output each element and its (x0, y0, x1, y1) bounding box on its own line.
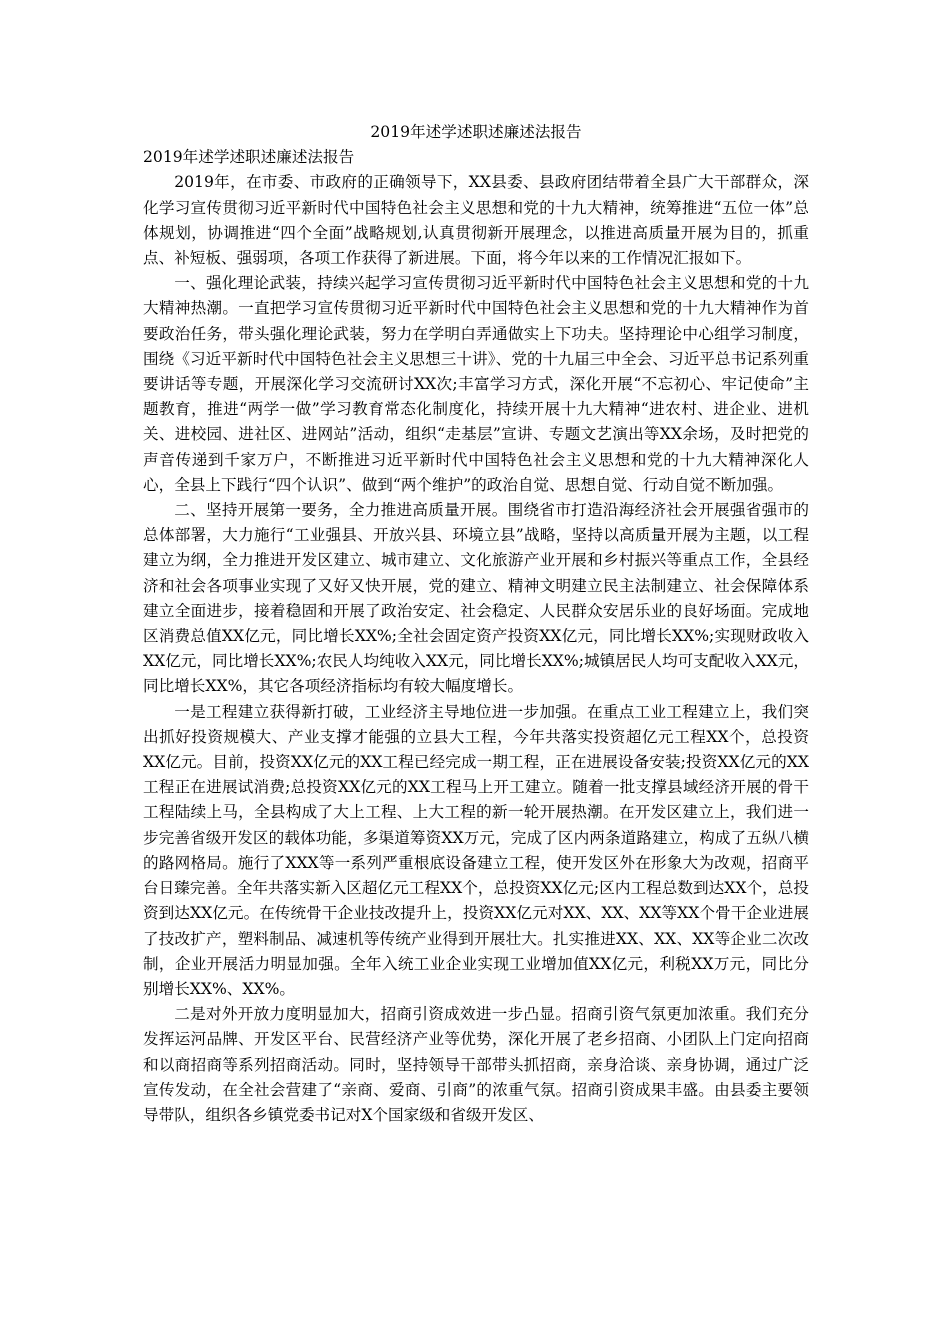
paragraph-point-two: 二是对外开放力度明显加大，招商引资成效进一步凸显。招商引资气氛更加浓重。我们充分发挥运河品牌、开发区平台、民营经济产业等优势，深化开展了老乡招商、小团队上门定向招商和以商招商等系列招商活动。同时，坚持领导干部带头抓招商，亲身洽谈、亲身协调，通过广泛宣传发动，在全社会营建了“亲商、爱商、引商”的浓重气氛。招商引资成果丰盛。由县委主要领导带队，组织各乡镇党委书记对X个国家级和省级开发区、 (143, 1005, 809, 1124)
document-page (143, 120, 809, 1128)
paragraph-section-one: 一、强化理论武装，持续兴起学习宣传贯彻习近平新时代中国特色社会主义思想和党的十九大精神热潮。一直把学习宣传贯彻习近平新时代中国特色社会主义思想和党的十九大精神作为首要政治任务，带头强化理论武装，努力在学明白弄通做实上下功夫。坚持理论中心组学习制度，围绕《习近平新时代中国特色社会主义思想三十讲》、党的十九届三中全会、习近平总书记系列重要讲话等专题，开展深化学习交流研讨XX次;丰富学习方式，深化开展“不忘初心、牢记使命”主题教育，推进“两学一做”学习教育常态化制度化，持续开展十九大精神“进农村、进企业、进机关、进校园、进社区、进网站”活动，组织“走基层”宣讲、专题文艺演出等XX余场，及时把党的声音传递到千家万户，不断推进习近平新时代中国特色社会主义思想和党的十九大精神深化人心，全县上下践行“四个认识”、做到“两个维护”的政治自觉、思想自觉、行动自觉不断加强。 (143, 274, 809, 494)
document-subtitle: 2019年述学述职述廉述法报告 (143, 148, 355, 167)
paragraph-intro: 2019年，在市委、市政府的正确领导下，XX县委、县政府团结带着全县广大干部群众，深化学习宣传贯彻习近平新时代中国特色社会主义思想和党的十九大精神，统筹推进“五位一体”总体规划，协调推进“四个全面”战略规划,认真贯彻新开展理念，以推进高质量开展为目的，抓重点、补短板、强弱项，各项工作获得了新进展。下面，将今年以来的工作情况汇报如下。 (143, 173, 809, 268)
paragraph-section-two: 二、坚持开展第一要务，全力推进高质量开展。围绕省市打造沿海经济社会开展强省强市的总体部署，大力施行“工业强县、开放兴县、环境立县”战略，坚持以高质量开展为主题，以工程建立为纲，全力推进开发区建立、城市建立、文化旅游产业开展和乡村振兴等重点工作，全县经济和社会各项事业实现了又好又快开展，党的建立、精神文明建立民主法制建立、社会保障体系建立全面进步，接着稳固和开展了政治安定、社会稳定、人民群众安居乐业的良好场面。完成地区消费总值XX亿元，同比增长XX%;全社会固定资产投资XX亿元，同比增长XX%;实现财政收入XX亿元，同比增长XX%;农民人均纯收入XX元，同比增长XX%;城镇居民人均可支配收入XX元，同比增长XX%，其它各项经济指标均有较大幅度增长。 (143, 501, 809, 696)
paragraph-point-one: 一是工程建立获得新打破，工业经济主导地位进一步加强。在重点工业工程建立上，我们突出抓好投资规模大、产业支撑才能强的立县大工程，今年共落实投资超亿元工程XX个，总投资XX亿元。目前，投资XX亿元的XX工程已经完成一期工程，正在进展设备安装;投资XX亿元的XX工程正在进展试消费;总投资XX亿元的XX工程马上开工建立。随着一批支撑县域经济开展的骨干工程陆续上马，全县构成了大上工程、上大工程的新一轮开展热潮。在开发区建立上，我们进一步完善省级开发区的载体功能，多渠道筹资XX万元，完成了区内两条道路建立，构成了五纵八横的路网格局。施行了XXX等一系列严重根底设备建立工程，使开发区外在形象大为改观，招商平台日臻完善。全年共落实新入区超亿元工程XX个，总投资XX亿元;区内工程总数到达XX个，总投资到达XX亿元。在传统骨干企业技改提升上，投资XX亿元对XX、XX、XX等XX个骨干企业进展了技改扩产，塑料制品、减速机等传统产业得到开展壮大。扎实推进XX、XX、XX等企业二次改制，企业开展活力明显加强。全年入统工业企业实现工业增加值XX亿元，利税XX万元，同比分别增长XX%、XX%。 (143, 702, 809, 998)
document-title: 2019年述学述职述廉述法报告 (370, 123, 582, 141)
